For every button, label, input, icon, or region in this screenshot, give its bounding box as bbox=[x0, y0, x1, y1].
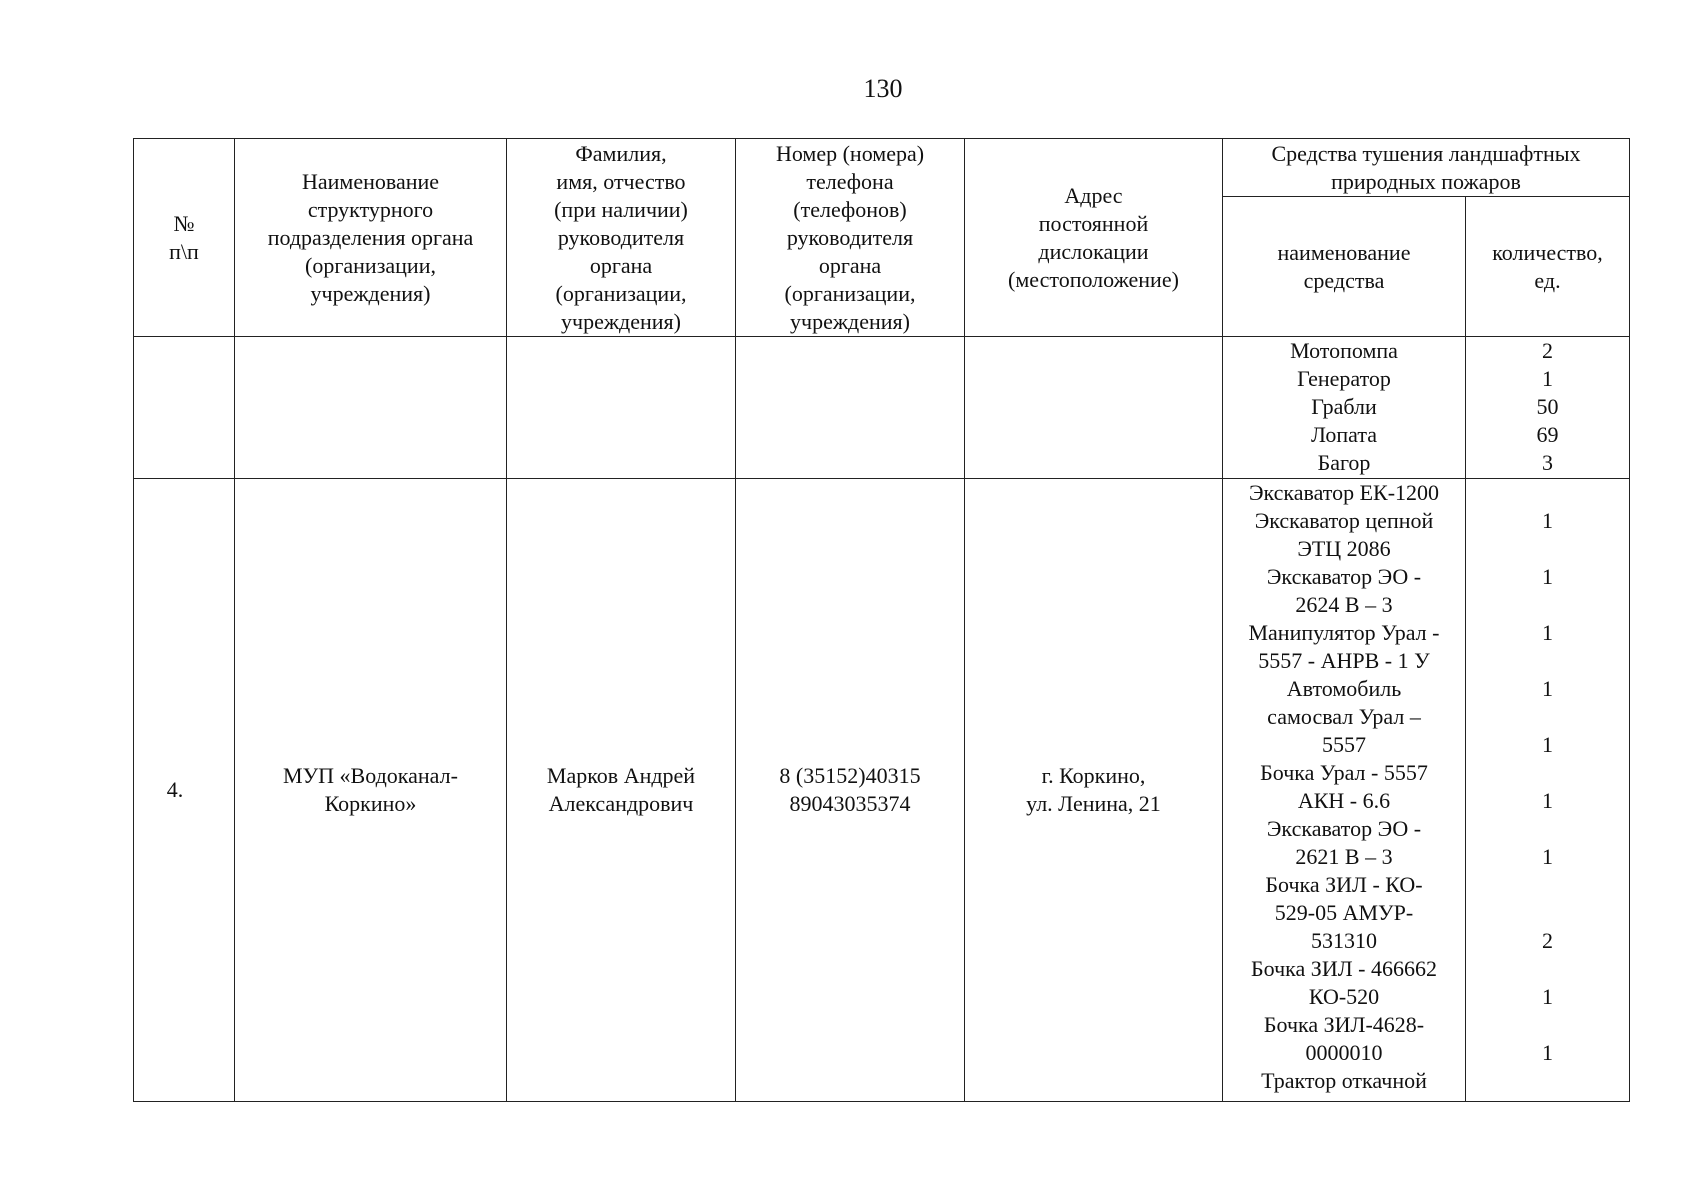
cell-text-line: учреждения) bbox=[790, 308, 910, 334]
cell-text-line: телефона bbox=[806, 168, 894, 194]
header-means-name bbox=[1223, 197, 1466, 337]
cell-text-line: 2 bbox=[1542, 928, 1553, 953]
cell-text-line: Марков Андрей bbox=[546, 763, 696, 788]
cell-text-line: Коркино» bbox=[324, 791, 417, 816]
cell-text-line: Александрович bbox=[548, 791, 694, 816]
cell-text-line: 1 bbox=[1542, 676, 1553, 701]
cell-text-line: учреждения) bbox=[561, 308, 681, 334]
cell-text-line: Автомобиль bbox=[1286, 676, 1402, 701]
cell-text-line: Мотопомпа bbox=[1290, 338, 1398, 363]
cell-text-line bbox=[1470, 759, 1625, 787]
cell-text-line: МУП «Водоканал- bbox=[283, 763, 458, 788]
cell-text-line: Адрес bbox=[1064, 182, 1123, 208]
header-phone bbox=[736, 139, 965, 337]
cell-text-line: (организации, bbox=[784, 280, 916, 306]
cell-phone-empty bbox=[736, 337, 965, 479]
cell-text-line: (телефонов) bbox=[793, 196, 907, 222]
cell-subdivision-empty bbox=[235, 337, 507, 479]
cell-text-line: имя, отчество bbox=[556, 168, 686, 194]
cell-text-line: 89043035374 bbox=[789, 791, 911, 816]
header-num bbox=[134, 139, 235, 337]
cell-equipment-list bbox=[1223, 479, 1466, 1102]
cell-text-line: 2621 В – 3 bbox=[1295, 844, 1393, 869]
cell-text-line: 50 bbox=[1536, 394, 1559, 419]
cell-address-empty bbox=[965, 337, 1223, 479]
cell-text-line: Фамилия, bbox=[575, 140, 667, 166]
cell-text-line: № bbox=[173, 210, 195, 236]
cell-text-line: ЭТЦ 2086 bbox=[1297, 536, 1391, 561]
cell-text-line: учреждения) bbox=[310, 280, 431, 306]
cell-text-line: Грабли bbox=[1311, 394, 1377, 419]
cell-text-line bbox=[1470, 647, 1625, 675]
cell-text-line bbox=[1470, 1067, 1625, 1095]
cell-text-line: количество, bbox=[1492, 239, 1603, 265]
cell-text-line: подразделения органа bbox=[267, 224, 474, 250]
cell-equipment-list bbox=[1223, 337, 1466, 479]
cell-text-line: самосвал Урал – bbox=[1267, 704, 1421, 729]
cell-text-line: АКН - 6.6 bbox=[1297, 788, 1391, 813]
cell-text-line bbox=[1470, 1011, 1625, 1039]
cell-text-line: Экскаватор цепной bbox=[1254, 508, 1434, 533]
cell-num-empty bbox=[134, 337, 235, 479]
cell-text-line: Бочка ЗИЛ - КО- bbox=[1265, 872, 1423, 897]
cell-text-line: 1 bbox=[1542, 788, 1553, 813]
header-means-qty bbox=[1466, 197, 1630, 337]
cell-text-line: г. Коркино, bbox=[1041, 763, 1146, 788]
cell-text-line: 8 (35152)40315 bbox=[779, 763, 921, 788]
header-subdivision bbox=[235, 139, 507, 337]
cell-subdivision bbox=[235, 479, 507, 1102]
cell-text-line: (организации, bbox=[555, 280, 687, 306]
cell-text-line: Лопата bbox=[1311, 422, 1377, 447]
cell-text-line bbox=[1470, 591, 1625, 619]
cell-text-line: Бочка ЗИЛ-4628- bbox=[1263, 1012, 1425, 1037]
header-head-name bbox=[507, 139, 736, 337]
cell-text-line: КО-520 bbox=[1308, 984, 1380, 1009]
cell-text-line: Бочка ЗИЛ - 466662 bbox=[1251, 956, 1437, 981]
cell-text-line: 3 bbox=[1542, 450, 1553, 475]
cell-text-line: Экскаватор ЭО - bbox=[1266, 564, 1422, 589]
cell-text-line bbox=[1470, 955, 1625, 983]
cell-text-line: дислокации bbox=[1038, 238, 1149, 264]
cell-text-line: 69 bbox=[1536, 422, 1559, 447]
cell-text-line: 1 bbox=[1542, 984, 1553, 1009]
cell-text-line: Экскаватор ЕК-1200 bbox=[1248, 480, 1440, 505]
cell-text-line: Бочка Урал - 5557 bbox=[1260, 760, 1428, 785]
cell-text-line: Средства тушения ландшафтных bbox=[1271, 140, 1581, 166]
cell-text-line bbox=[1470, 479, 1625, 507]
cell-text-line bbox=[1470, 899, 1625, 927]
header-address bbox=[965, 139, 1223, 337]
cell-text-line: (при наличии) bbox=[554, 196, 688, 222]
cell-text-line bbox=[1470, 535, 1625, 563]
cell-text-line: 1 bbox=[1542, 620, 1553, 645]
cell-text-line: Номер (номера) bbox=[775, 140, 925, 166]
table-row bbox=[134, 337, 1630, 479]
cell-text-line: 1 bbox=[1542, 1040, 1553, 1065]
cell-text-line: руководителя bbox=[557, 224, 685, 250]
cell-text-line: 2624 В – 3 bbox=[1295, 592, 1393, 617]
cell-phone bbox=[736, 479, 965, 1102]
cell-text-line: природных пожаров bbox=[1331, 168, 1521, 194]
cell-text-line: 1 bbox=[1542, 508, 1553, 533]
cell-text-line: органа bbox=[818, 252, 882, 278]
cell-text-line: 1 bbox=[1542, 366, 1553, 391]
cell-text-line: Генератор bbox=[1297, 366, 1391, 391]
cell-head-name-empty bbox=[507, 337, 736, 479]
cell-text-line: руководителя bbox=[786, 224, 914, 250]
cell-text-line: структурного bbox=[307, 196, 434, 222]
cell-text-line: 2 bbox=[1542, 338, 1553, 363]
cell-text-line: ед. bbox=[1534, 267, 1561, 293]
cell-quantity-list bbox=[1466, 479, 1630, 1102]
cell-text-line: Трактор откачной bbox=[1261, 1068, 1427, 1093]
cell-text-line bbox=[1470, 871, 1625, 899]
fire-equipment-table bbox=[133, 138, 1630, 1102]
cell-text-line: 1 bbox=[1542, 844, 1553, 869]
table-header-row bbox=[134, 139, 1630, 197]
page-number: 130 bbox=[863, 74, 903, 103]
cell-text-line: 5557 - АНРВ - 1 У bbox=[1258, 648, 1430, 673]
cell-text-line: постоянной bbox=[1038, 210, 1149, 236]
cell-text-line: Наименование bbox=[301, 168, 440, 194]
cell-num bbox=[134, 479, 235, 1102]
row-number: 4. bbox=[166, 777, 184, 802]
cell-text-line: п\п bbox=[169, 238, 199, 264]
cell-text-line: 5557 bbox=[1322, 732, 1366, 757]
header-means-group bbox=[1223, 139, 1630, 197]
cell-text-line: наименование bbox=[1277, 239, 1411, 265]
cell-text-line: средства bbox=[1303, 267, 1385, 293]
cell-text-line: (организации, bbox=[305, 252, 436, 278]
cell-text-line: Багор bbox=[1317, 450, 1371, 475]
cell-text-line: Манипулятор Урал - bbox=[1248, 620, 1440, 645]
cell-text-line: 1 bbox=[1542, 564, 1553, 589]
cell-address bbox=[965, 479, 1223, 1102]
cell-text-line: 531310 bbox=[1311, 928, 1377, 953]
cell-text-line: 0000010 bbox=[1305, 1040, 1383, 1065]
cell-text-line: 529-05 АМУР- bbox=[1274, 900, 1414, 925]
cell-text-line bbox=[1470, 815, 1625, 843]
cell-text-line: 1 bbox=[1542, 732, 1553, 757]
cell-text-line: органа bbox=[589, 252, 653, 278]
cell-text-line: Экскаватор ЭО - bbox=[1266, 816, 1422, 841]
cell-text-line bbox=[1470, 703, 1625, 731]
cell-text-line: ул. Ленина, 21 bbox=[1026, 791, 1161, 816]
cell-quantity-list bbox=[1466, 337, 1630, 479]
table-row bbox=[134, 479, 1630, 1102]
cell-head-name bbox=[507, 479, 736, 1102]
cell-text-line: (местоположение) bbox=[1008, 266, 1179, 292]
